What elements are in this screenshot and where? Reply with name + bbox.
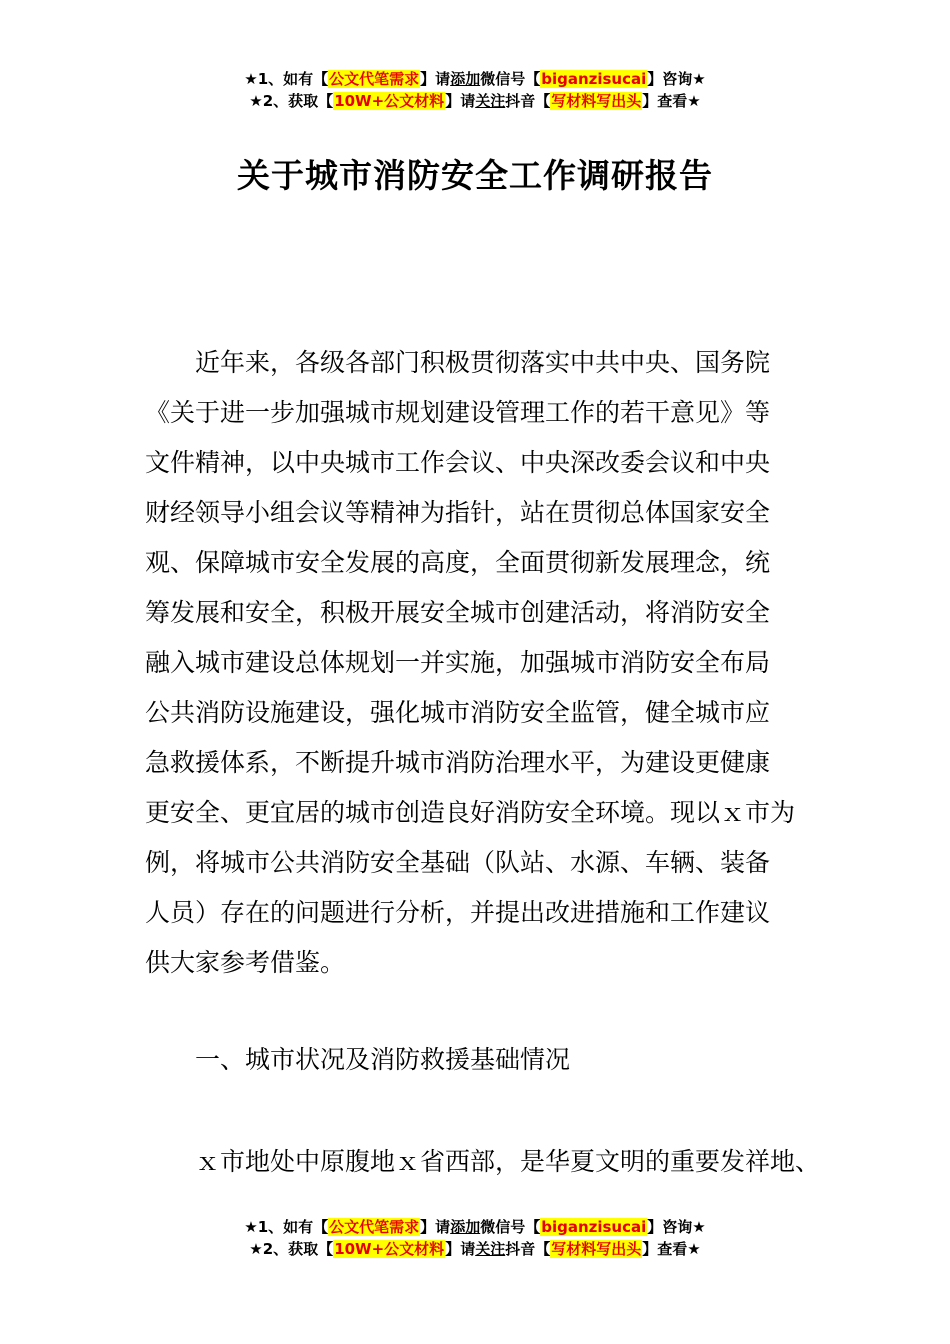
banner-highlight: 公文代笔需求 [329,70,420,88]
banner-text: ★2、获取【 [249,1240,334,1258]
banner-line-1 [0,1216,950,1238]
banner-highlight: biganzisucai [541,1218,647,1236]
paragraph-line: 公共消防设施建设，强化城市消防安全监管，健全城市应 [145,698,771,727]
banner-highlight: 写材料写出头 [551,1240,642,1258]
paragraph-line: 人员）存在的问题进行分析，并提出改进措施和工作建议 [145,898,771,927]
paragraph-line: 筹发展和安全，积极开展安全城市创建活动，将消防安全 [145,598,771,627]
section-paragraph-line: ｘ市地处中原腹地ｘ省西部，是华夏文明的重要发祥地、 [195,1147,821,1176]
header-banner [0,68,950,112]
banner-text: 抖音【 [505,1240,551,1258]
banner-text: ★1、如有【 [244,1218,329,1236]
banner-text: ★2、获取【 [249,92,334,110]
banner-highlight: biganzisucai [541,70,647,88]
banner-line-1 [0,68,950,90]
banner-text: 】查看★ [642,92,701,110]
banner-text: 】请 [420,1218,451,1236]
banner-underlined: 添加 [450,70,481,88]
banner-text: 微信号【 [480,70,541,88]
banner-text: 微信号【 [480,1218,541,1236]
banner-text: 】请 [445,1240,476,1258]
paragraph-line: 近年来，各级各部门积极贯彻落实中共中央、国务院 [145,348,771,377]
paragraph-line: 《关于进一步加强城市规划建设管理工作的若干意见》等 [145,398,771,427]
banner-highlight: 写材料写出头 [551,92,642,110]
banner-highlight: 10W+公文材料 [334,92,445,110]
paragraph-line: 例，将城市公共消防安全基础（队站、水源、车辆、装备 [145,848,771,877]
banner-line-2 [0,90,950,112]
banner-underlined: 关注 [475,1240,506,1258]
paragraph-line: 供大家参考借鉴。 [145,948,346,977]
paragraph-line: 文件精神，以中央城市工作会议、中央深改委会议和中央 [145,448,771,477]
section-heading: 一、城市状况及消防救援基础情况 [195,1045,571,1074]
banner-text: 】咨询★ [647,70,706,88]
banner-text: 抖音【 [505,92,551,110]
banner-underlined: 添加 [450,1218,481,1236]
banner-line-2 [0,1238,950,1260]
banner-highlight: 10W+公文材料 [334,1240,445,1258]
intro-paragraph [145,338,810,988]
paragraph-line: 融入城市建设总体规划一并实施，加强城市消防安全布局 [145,648,771,677]
banner-text: 】查看★ [642,1240,701,1258]
paragraph-line: 财经领导小组会议等精神为指针，站在贯彻总体国家安全 [145,498,771,527]
banner-text: 】请 [420,70,451,88]
banner-underlined: 关注 [475,92,506,110]
footer-banner [0,1216,950,1260]
banner-highlight: 公文代笔需求 [329,1218,420,1236]
paragraph-line: 观、保障城市安全发展的高度，全面贯彻新发展理念，统 [145,548,771,577]
paragraph-line: 更安全、更宜居的城市创造良好消防安全环境。现以ｘ市为 [145,798,796,827]
paragraph-line: 急救援体系，不断提升城市消防治理水平，为建设更健康 [145,748,771,777]
banner-text: ★1、如有【 [244,70,329,88]
document-title: 关于城市消防安全工作调研报告 [237,156,713,195]
banner-text: 】请 [445,92,476,110]
banner-text: 】咨询★ [647,1218,706,1236]
